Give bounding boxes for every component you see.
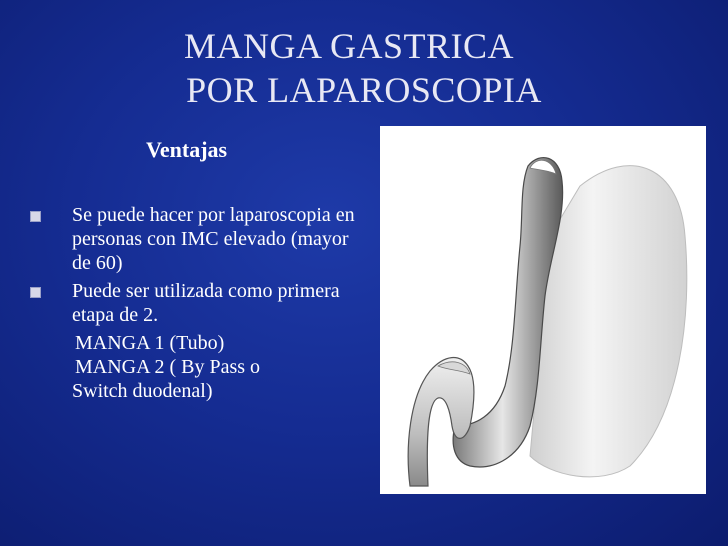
duodenum [408, 358, 474, 486]
sub-line-manga-1: MANGA 1 (Tubo) [75, 332, 225, 354]
subtitle-ventajas: Ventajas [146, 137, 228, 162]
bullet-text: Puede ser utilizada como primera etapa de 2. [72, 280, 340, 326]
sub-line-switch: Switch duodenal) [72, 380, 213, 402]
stomach-illustration [380, 126, 706, 494]
slide-title [0, 24, 728, 112]
bullet-text: Se puede hacer por laparoscopia en personas con IMC elevado (mayor de 60) [72, 204, 355, 274]
sub-line-manga-2: MANGA 2 ( By Pass o [75, 356, 261, 378]
bullet-square-icon [30, 287, 41, 298]
bullet-item [30, 203, 370, 275]
bullet-item [30, 279, 370, 327]
title-line-2: POR LAPAROSCOPIA [186, 70, 542, 110]
bullet-square-icon [30, 211, 41, 222]
title-line-1: MANGA GASTRICA [183, 26, 515, 66]
stomach-sleeve-drawing [380, 126, 706, 494]
bullet-list [30, 203, 370, 403]
